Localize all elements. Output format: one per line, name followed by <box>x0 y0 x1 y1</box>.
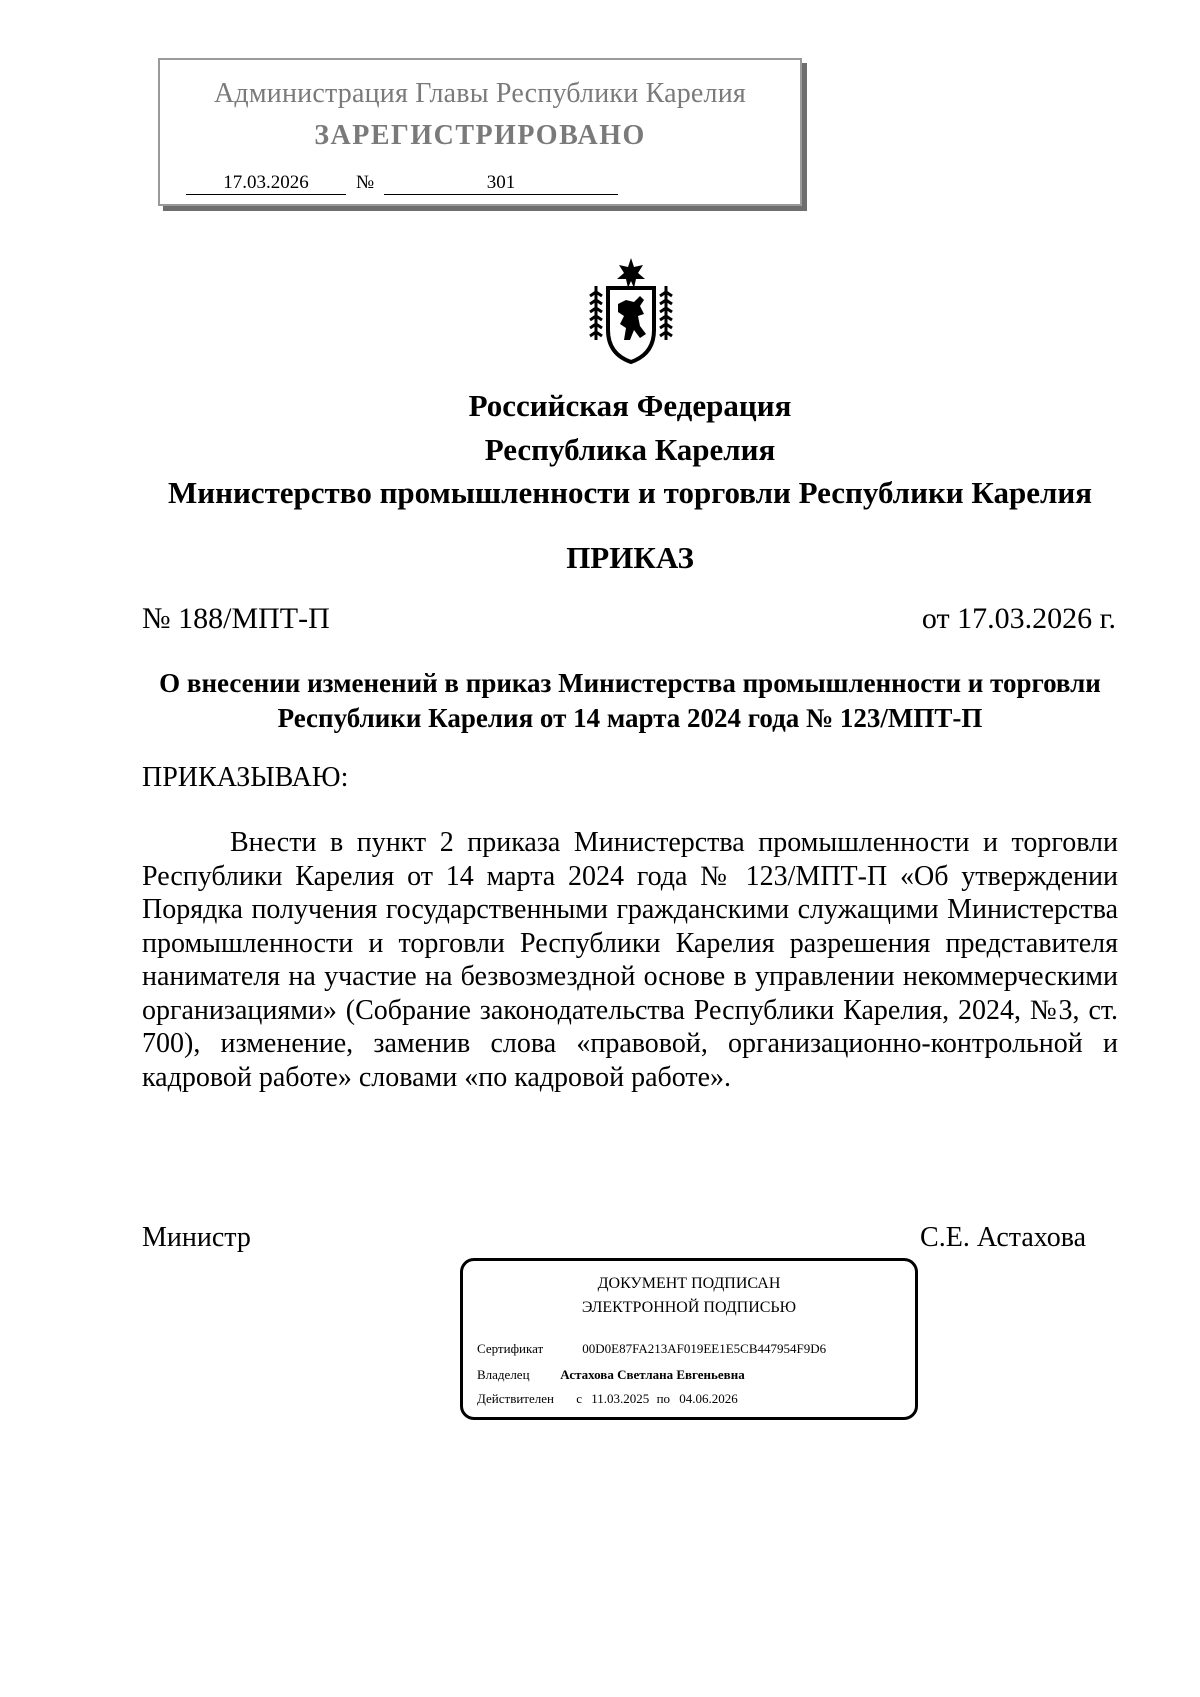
stamp-status: ЗАРЕГИСТРИРОВАНО <box>314 120 646 151</box>
karelia-coat-of-arms-icon <box>588 256 674 366</box>
esig-certificate-label: Сертификат <box>477 1341 544 1356</box>
country-heading: Российская Федерация <box>468 388 792 423</box>
esig-certificate-row <box>477 1341 826 1357</box>
document-type-title: ПРИКАЗ <box>566 540 694 575</box>
esig-valid-label: Действителен <box>477 1391 554 1406</box>
stamp-number: 301 <box>384 172 618 195</box>
esig-owner-value: Астахова Светлана Евгеньевна <box>560 1367 745 1382</box>
stamp-organization: Администрация Главы Республики Карелия <box>214 78 746 109</box>
esig-title-line1: ДОКУМЕНТ ПОДПИСАН <box>597 1275 781 1292</box>
order-number: № 188/МПТ-П <box>142 602 330 635</box>
esig-owner-row <box>477 1367 745 1383</box>
order-body-paragraph: Внести в пункт 2 приказа Министерства промышленности и торговли Республики Карелия от 14 марта 2024 года № 123/МПТ-П «Об утверждении Порядка получения государственными гражданскими служащими Министерства промышленности и торговли Республики Карелия разрешения представителя нанимателя на участие на безвозмездной основе в управлении некоммерческими организациями» (Собрание законодательства Республики Карелия, 2024, №3, ст. 700), изменение, заменив слова «правовой, организационно-контрольной и кадровой работе» словами «по кадровой работе». <box>142 827 1118 1093</box>
signatory-role: Министр <box>142 1222 251 1253</box>
esig-validity-row <box>477 1391 738 1407</box>
directive-word: ПРИКАЗЫВАЮ: <box>142 762 349 793</box>
esig-valid-from: 11.03.2025 <box>591 1391 650 1406</box>
order-subject: О внесении изменений в приказ Министерства промышленности и торговли Республики Карелия от 14 марта 2024 года № 123/МПТ-П <box>159 668 1101 733</box>
esig-to-label: по <box>656 1391 671 1406</box>
esig-certificate-value: 00D0E87FA213AF019EE1E5CB447954F9D6 <box>582 1341 827 1356</box>
signatory-name: С.Е. Астахова <box>920 1222 1086 1253</box>
registration-stamp <box>158 58 802 206</box>
ministry-heading: Министерство промышленности и торговли Республики Карелия <box>167 475 1093 510</box>
esig-from-label: с <box>576 1391 583 1406</box>
esig-owner-label: Владелец <box>477 1367 530 1382</box>
order-date: от 17.03.2026 г. <box>921 602 1116 635</box>
region-heading: Республика Карелия <box>484 432 776 467</box>
electronic-signature-stamp <box>460 1258 918 1420</box>
stamp-date: 17.03.2026 <box>186 172 346 195</box>
stamp-number-sign: № <box>356 172 375 193</box>
esig-title-line2: ЭЛЕКТРОННОЙ ПОДПИСЬЮ <box>581 1299 797 1316</box>
esig-valid-to: 04.06.2026 <box>679 1391 738 1406</box>
